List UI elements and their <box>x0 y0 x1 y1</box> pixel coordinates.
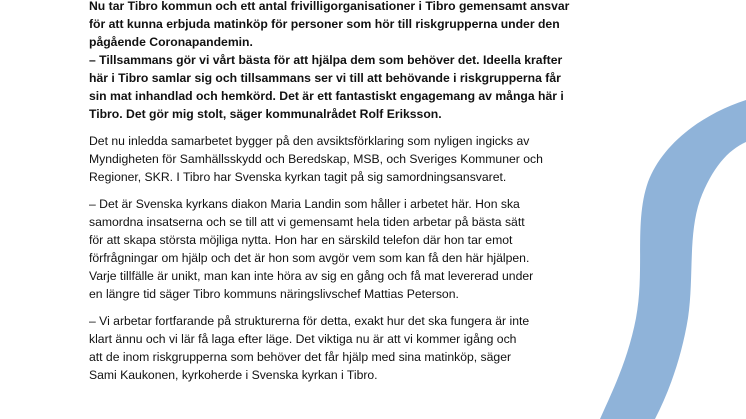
text-line: för att skapa största möjliga nytta. Hon har en särskild telefon där hon tar emot <box>89 233 513 247</box>
text-line: – Vi arbetar fortfarande på strukturerna för detta, exakt hur det ska fungera är inte <box>89 314 530 328</box>
text-line: Tibro. Det gör mig stolt, säger kommunalrådet Rolf Eriksson. <box>89 107 442 121</box>
text-line: Nu tar Tibro kommun och ett antal frivilligorganisationer i Tibro gemensamt ansvar <box>89 0 570 13</box>
text-line: samordna insatserna och se till att vi gemensamt hela tiden arbetar på bästa sätt <box>89 215 525 229</box>
text-line: Myndigheten för Samhällsskydd och Beredskap, MSB, och Sveriges Kommuner och <box>89 152 543 166</box>
text-line: Regioner, SKR. I Tibro har Svenska kyrkan tagit på sig samordningsansvaret. <box>89 170 507 184</box>
text-line: sin mat inhandlad och hemkörd. Det är ett fantastiskt engagemang av många här i <box>89 89 564 103</box>
text-line: Varje tillfälle är unikt, man kan inte höra av sig en gång och få mat levererad under <box>89 269 534 283</box>
text-line: här i Tibro samlar sig och tillsammans ser vi till att behövande i riskgrupperna får <box>89 71 561 85</box>
text-line: en längre tid säger Tibro kommuns näringslivschef Mattias Peterson. <box>89 287 459 301</box>
blue-swoosh-shape <box>600 100 746 419</box>
text-line: för att kunna erbjuda matinköp för personer som hör till riskgrupperna under den <box>89 17 560 31</box>
background-paragraph <box>89 132 609 186</box>
municipal-quote-paragraph <box>89 51 609 123</box>
text-line: pågående Coronapandemin. <box>89 35 253 49</box>
text-line: förfrågningar om hjälp och det är hon som avgör vem som kan få den här hjälpen. <box>89 251 530 265</box>
text-line: Sami Kaukonen, kyrkoherde i Svenska kyrkan i Tibro. <box>89 368 378 382</box>
church-quote-paragraph <box>89 312 609 384</box>
text-line: Det nu inledda samarbetet bygger på den avsiktsförklaring som nyligen ingicks av <box>89 134 530 148</box>
article-body <box>89 0 609 393</box>
text-line: – Tillsammans gör vi vårt bästa för att hjälpa dem som behöver det. Ideella krafter <box>89 53 563 67</box>
text-line: att de inom riskgrupperna som behöver det får hjälp med sina matinköp, säger <box>89 350 512 364</box>
business-quote-paragraph <box>89 195 609 303</box>
text-line: – Det är Svenska kyrkans diakon Maria Landin som håller i arbetet här. Hon ska <box>89 197 520 211</box>
text-line: klart ännu och vi lär få laga efter läge. Det viktiga nu är att vi kommer igång och <box>89 332 517 346</box>
intro-paragraph <box>89 0 609 51</box>
